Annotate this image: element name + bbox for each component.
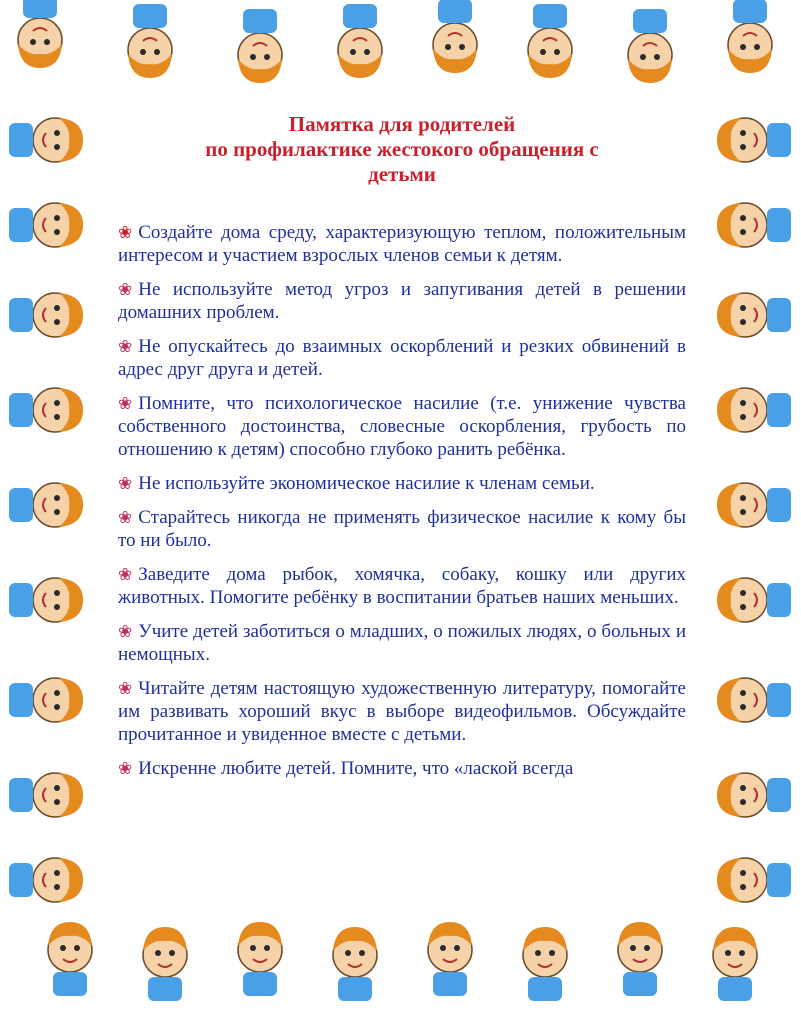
flower-bullet-icon: ❀ — [118, 337, 133, 356]
kid-figure — [143, 927, 187, 1001]
list-item: ❀ Читайте детям настоящую художественную литературу, помогайте им развивать хороший вкус в выборе видеофильмов. Обсуждайте прочитанное и увиденное вместе с детьми. — [118, 678, 686, 745]
kid-figure — [9, 388, 83, 432]
flower-bullet-icon: ❀ — [118, 759, 133, 778]
kid-figure — [9, 678, 83, 722]
title-line-1: Памятка для родителей — [288, 112, 516, 136]
kid-figure — [717, 203, 791, 247]
kid-figure — [528, 4, 572, 78]
kid-figure — [433, 0, 477, 73]
flower-bullet-icon: ❀ — [118, 474, 133, 493]
kid-figure — [9, 773, 83, 817]
kid-figure — [717, 388, 791, 432]
kid-figure — [333, 927, 377, 1001]
list-item: ❀ Искренне любите детей. Помните, что «лаской всегда — [118, 758, 574, 779]
kid-figure — [717, 578, 791, 622]
kid-figure — [9, 858, 83, 902]
list-item: ❀ Не используйте экономическое насилие к членам семьи. — [118, 473, 595, 494]
list-item: ❀ Помните, что психологическое насилие (т.е. унижение чувства собственного достоинства, словесные оскорбления, грубость по отношению к детям) способно глубоко ранить ребёнка. — [118, 393, 686, 460]
list-item: ❀ Не используйте метод угроз и запугивания детей в решении домашних проблем. — [118, 279, 686, 323]
kid-figure — [717, 678, 791, 722]
recommendation-list — [118, 221, 686, 780]
kid-figure — [717, 858, 791, 902]
flower-bullet-icon: ❀ — [118, 223, 133, 242]
kid-figure — [717, 293, 791, 337]
kid-figure — [728, 0, 772, 73]
list-item: ❀ Заведите дома рыбок, хомячка, собаку, кошку или других животных. Помогите ребёнку в воспитании братьев наших меньших. — [118, 564, 686, 608]
kid-figure — [238, 922, 282, 996]
flower-bullet-icon: ❀ — [118, 394, 133, 413]
kid-figure — [9, 118, 83, 162]
kid-figure — [717, 118, 791, 162]
kid-figure — [628, 9, 672, 83]
kid-figure — [428, 922, 472, 996]
list-item: ❀ Учите детей заботиться о младших, о пожилых людях, о больных и немощных. — [118, 621, 686, 665]
kid-figure — [48, 922, 92, 996]
title-line-3: детьми — [368, 162, 436, 186]
kid-figure — [713, 927, 757, 1001]
flower-bullet-icon: ❀ — [118, 508, 133, 527]
kid-figure — [9, 293, 83, 337]
flower-bullet-icon: ❀ — [118, 280, 133, 299]
kid-figure — [9, 483, 83, 527]
kid-figure — [523, 927, 567, 1001]
kid-figure — [9, 578, 83, 622]
flower-bullet-icon: ❀ — [118, 565, 133, 584]
memo-content — [118, 112, 686, 902]
flower-bullet-icon: ❀ — [118, 622, 133, 641]
memo-title — [118, 112, 686, 187]
kid-figure — [128, 4, 172, 78]
list-item: ❀ Старайтесь никогда не применять физическое насилие к кому бы то ни было. — [118, 507, 686, 551]
kid-figure — [618, 922, 662, 996]
list-item: ❀ Не опускайтесь до взаимных оскорблений и резких обвинений в адрес друг друга и детей. — [118, 336, 686, 380]
kid-figure — [18, 0, 62, 68]
kid-figure — [717, 773, 791, 817]
kid-figure — [9, 203, 83, 247]
kid-figure — [717, 483, 791, 527]
title-line-2: по профилактике жестокого обращения с — [205, 137, 599, 161]
kid-figure — [338, 4, 382, 78]
list-item: ❀ Создайте дома среду, характеризующую теплом, положительным интересом и участием взрослых членов семьи к детям. — [118, 222, 686, 266]
kid-figure — [238, 9, 282, 83]
flower-bullet-icon: ❀ — [118, 679, 133, 698]
